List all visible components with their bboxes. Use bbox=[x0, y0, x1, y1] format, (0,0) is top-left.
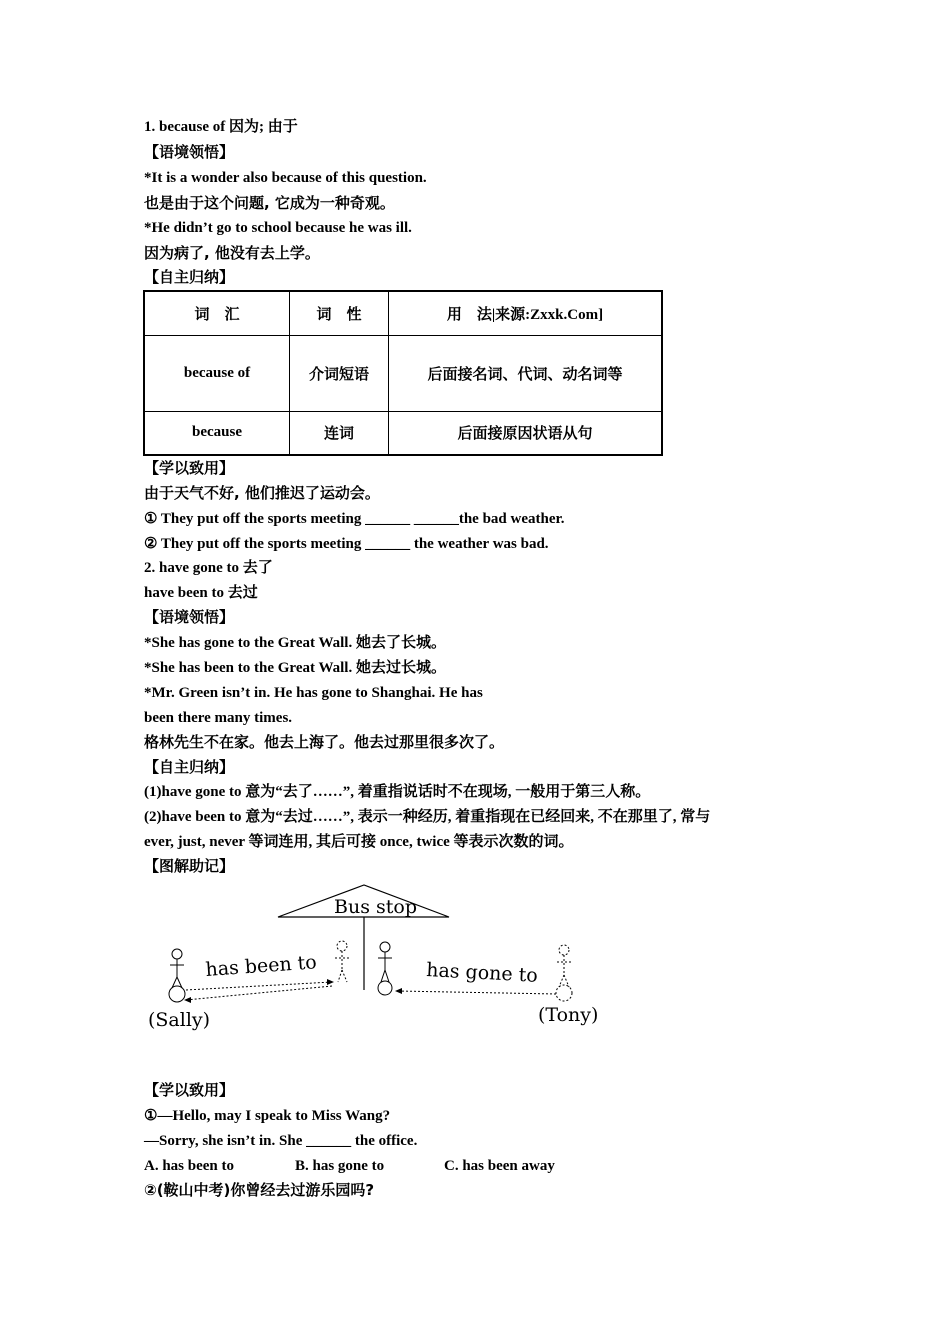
table-header-cell: 词 性 bbox=[290, 291, 389, 335]
example-5-line2: been there many times. bbox=[144, 710, 293, 726]
option-a: A. has been to bbox=[144, 1158, 235, 1174]
tony-label: (Tony) bbox=[538, 1004, 599, 1026]
been-to-label: has been to bbox=[204, 951, 318, 981]
sally-label: (Sally) bbox=[148, 1009, 211, 1031]
example-2-en: *He didn’t go to school because he was ill. bbox=[144, 220, 412, 236]
summary-title-2: 【自主归纳】 bbox=[144, 758, 235, 776]
tony-ghost-figure bbox=[556, 945, 572, 1001]
example-5-zh: 格林先生不在家。他去上海了。他去过那里很多次了。 bbox=[144, 733, 505, 751]
bus-stop-label: Bus stop bbox=[334, 896, 417, 918]
table-cell: 后面接原因状语从句 bbox=[389, 411, 663, 455]
sally-figure bbox=[169, 949, 185, 1002]
example-2-zh: 因为病了, 他没有去上学。 bbox=[144, 244, 320, 262]
practice-question-2: ② They put off the sports meeting ______ the weather was bad. bbox=[144, 536, 549, 552]
option-c: C. has been away bbox=[444, 1158, 555, 1174]
context-title-1: 【语境领悟】 bbox=[144, 143, 235, 161]
summary-2-line2: ever, just, never 等词连用, 其后可接 once, twice 等表示次数的词。 bbox=[144, 834, 574, 850]
been-to-arrow bbox=[186, 982, 332, 1000]
example-5-line1: *Mr. Green isn’t in. He has gone to Shanghai. He has bbox=[144, 685, 483, 701]
table-row bbox=[144, 335, 662, 411]
example-1-en: *It is a wonder also because of this question. bbox=[144, 170, 427, 186]
example-1-zh: 也是由于这个问题, 它成为一种奇观。 bbox=[144, 194, 395, 212]
summary-2-line1: (2)have been to 意为“去过……”, 表示一种经历, 着重指现在已经回来, 不在那里了, 常与 bbox=[144, 809, 711, 825]
example-4: *She has been to the Great Wall. 她去过长城。 bbox=[144, 660, 446, 676]
table-cell: 介词短语 bbox=[290, 335, 389, 411]
summary-1: (1)have gone to 意为“去了……”, 着重指说话时不在现场, 一般用于第三人称。 bbox=[144, 784, 651, 800]
diagram-title: 【图解助记】 bbox=[144, 857, 235, 875]
arrowhead-left bbox=[184, 997, 191, 1003]
section2-heading: 2. have gone to 去了 bbox=[144, 560, 273, 576]
table-header-row bbox=[144, 291, 662, 335]
summary-title-1: 【自主归纳】 bbox=[144, 268, 235, 286]
context-title-2: 【语境领悟】 bbox=[144, 608, 235, 626]
option-b: B. has gone to bbox=[295, 1158, 385, 1174]
arrowhead-right bbox=[327, 979, 334, 985]
bus-stop-diagram bbox=[144, 880, 614, 1040]
tony-at-stop-figure bbox=[378, 942, 392, 995]
gone-to-arrow bbox=[398, 991, 556, 994]
table-header-cell: 用 法|来源:Zxxk.Com] bbox=[389, 291, 663, 335]
table-cell: 连词 bbox=[290, 411, 389, 455]
arrowhead-left-2 bbox=[395, 988, 402, 994]
practice-title-2: 【学以致用】 bbox=[144, 1081, 235, 1099]
table-cell: 后面接名词、代词、动名词等 bbox=[389, 335, 663, 411]
table-row bbox=[144, 411, 662, 455]
practice-question-1: ① They put off the sports meeting ______ ______the bad weather. bbox=[144, 511, 565, 527]
table-cell: because of bbox=[144, 335, 290, 411]
section2-subheading: have been to 去过 bbox=[144, 585, 258, 601]
table-cell: because bbox=[144, 411, 290, 455]
question-2: ②(鞍山中考)你曾经去过游乐园吗? bbox=[144, 1181, 375, 1199]
section1-heading: 1. because of 因为; 由于 bbox=[144, 119, 298, 135]
gone-to-label: has gone to bbox=[425, 959, 539, 987]
example-3: *She has gone to the Great Wall. 她去了长城。 bbox=[144, 635, 446, 651]
practice-zh: 由于天气不好, 他们推迟了运动会。 bbox=[144, 484, 380, 502]
table-header-cell: 词 汇 bbox=[144, 291, 290, 335]
question-1-line1: ①—Hello, may I speak to Miss Wang? bbox=[144, 1108, 391, 1124]
usage-table bbox=[143, 290, 663, 456]
practice-title-1: 【学以致用】 bbox=[144, 459, 235, 477]
question-1-line2: —Sorry, she isn’t in. She ______ the office. bbox=[144, 1133, 418, 1149]
sally-ghost-figure bbox=[335, 941, 349, 982]
